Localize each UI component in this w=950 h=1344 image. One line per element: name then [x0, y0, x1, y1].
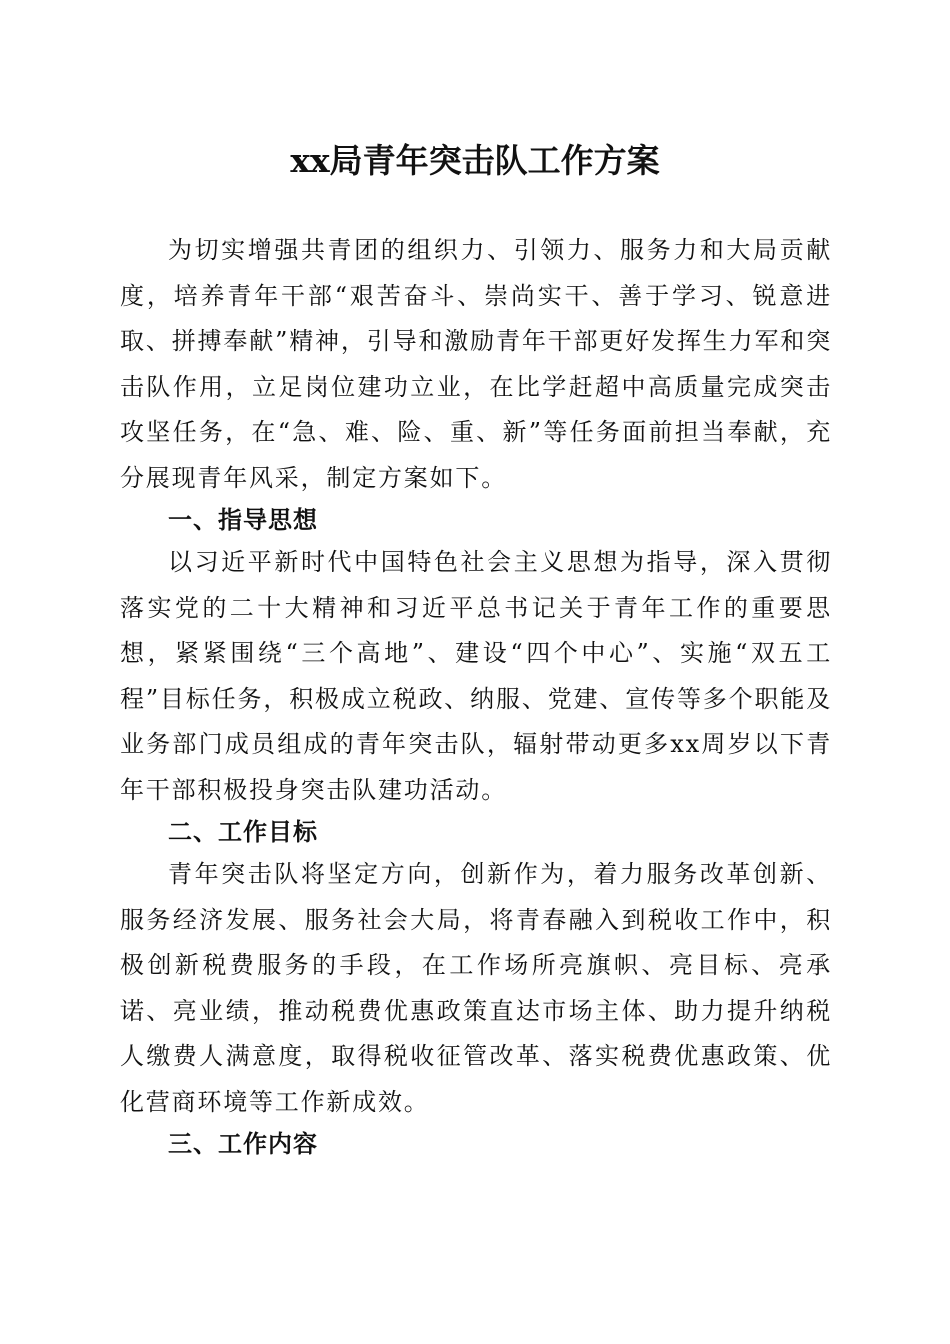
section-heading-guiding-ideology: 一、指导思想: [168, 506, 318, 534]
section-heading-work-goals: 二、工作目标: [168, 818, 318, 846]
section-paragraph-guiding-ideology: 以习近平新时代中国特色社会主义思想为指导，深入贯彻落实党的二十大精神和习近平总书记关于青年工作的重要思想，紧紧围绕“三个高地”、建设“四个中心”、实施“双五工程”目标任务，积极成立税政、纳服、党建、宣传等多个职能及业务部门成员组成的青年突击队，辐射带动更多xx周岁以下青年干部积极投身突击队建功活动。: [120, 548, 832, 804]
intro-paragraph: 为切实增强共青团的组织力、引领力、服务力和大局贡献度，培养青年干部“艰苦奋斗、崇尚实干、善于学习、锐意进取、拼搏奉献”精神，引导和激励青年干部更好发挥生力军和突击队作用，立足岗位建功立业，在比学赶超中高质量完成突击攻坚任务，在“急、难、险、重、新”等任务面前担当奉献，充分展现青年风采，制定方案如下。: [120, 236, 832, 492]
section-heading-work-content: 三、工作内容: [168, 1130, 318, 1158]
document-title: xx局青年突击队工作方案: [290, 141, 660, 180]
section-paragraph-work-goals: 青年突击队将坚定方向，创新作为，着力服务改革创新、服务经济发展、服务社会大局，将青春融入到税收工作中，积极创新税费服务的手段，在工作场所亮旗帜、亮目标、亮承诺、亮业绩，推动税费优惠政策直达市场主体、助力提升纳税人缴费人满意度，取得税收征管改革、落实税费优惠政策、优化营商环境等工作新成效。: [120, 860, 832, 1116]
